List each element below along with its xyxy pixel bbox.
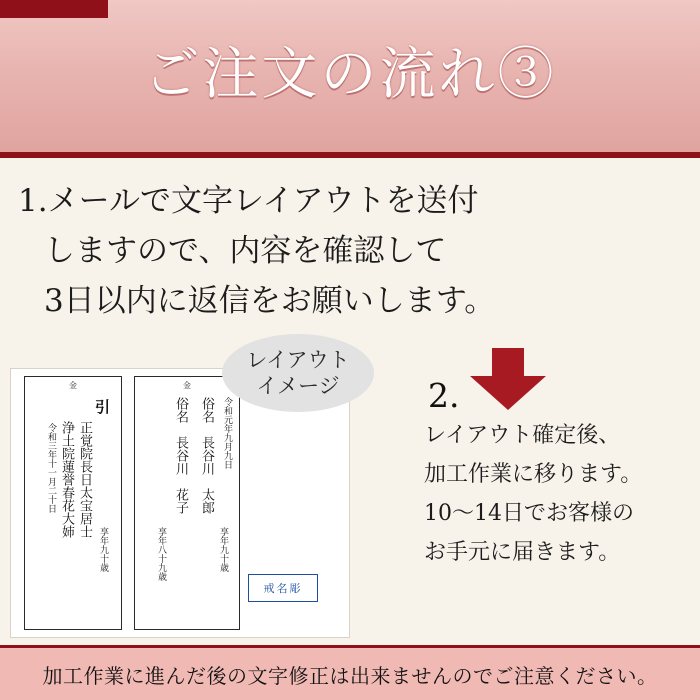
plate-left-column1: 正覚院長日太宝居士 bbox=[77, 421, 92, 538]
plate-left-column4: 享年九十歳 bbox=[98, 527, 108, 572]
plate-right bbox=[134, 376, 240, 630]
step2-line3: 10〜14日でお客様の bbox=[424, 501, 634, 527]
plate-left bbox=[24, 376, 122, 630]
plate-right-column2: 俗名 長谷川 花子 bbox=[173, 397, 188, 514]
bubble-line1: レイアウト bbox=[246, 347, 350, 372]
plate-right-top-mark: 金 bbox=[183, 381, 191, 390]
plate-left-symbol: 引 bbox=[93, 399, 111, 414]
plate-right-column4: 享年八十九歳 bbox=[156, 527, 166, 581]
plate-left-column2: 浄土院蓮誉春花大姉 bbox=[59, 421, 74, 538]
arrow-head bbox=[470, 376, 546, 410]
step1-text-block bbox=[18, 176, 682, 327]
plate-right-column1: 俗名 長谷川 太郎 bbox=[199, 397, 214, 514]
stamp-badge: 戒名彫 bbox=[248, 574, 318, 602]
step2-line2: 加工作業に移ります。 bbox=[424, 462, 643, 488]
main-content bbox=[0, 158, 700, 648]
plate-left-column3: 令和三年十一月二十日 bbox=[46, 423, 56, 513]
step2-number: 2. bbox=[428, 376, 460, 415]
bubble-line2: イメージ bbox=[256, 374, 340, 398]
footer-notice-text: 加工作業に進んだ後の文字修正は出来ませんのでご注意ください。 bbox=[42, 663, 658, 688]
header-banner bbox=[0, 0, 700, 158]
plate-right-column5: 令和元年九月九日 bbox=[222, 397, 232, 469]
footer-notice-bar bbox=[0, 648, 700, 700]
step2-line1: レイアウト確定後、 bbox=[424, 423, 621, 448]
page-title: ご注文の流れ③ bbox=[143, 42, 557, 107]
step1-line3: 3日以内に返信をお願いします。 bbox=[44, 283, 496, 320]
step1-line1: 1.メールで文字レイアウトを送付 bbox=[18, 183, 479, 219]
plate-left-top-mark: 金 bbox=[69, 381, 77, 390]
header-accent-bar bbox=[0, 0, 108, 18]
step2-line4: お手元に届きます。 bbox=[424, 540, 621, 566]
step1-line2: しますので、内容を確認して bbox=[44, 233, 447, 270]
plate-right-column3: 享年九十歳 bbox=[218, 527, 228, 572]
arrow-shaft bbox=[492, 348, 524, 378]
down-arrow-icon bbox=[470, 348, 546, 410]
step2-text-block bbox=[424, 416, 692, 573]
layout-image-bubble bbox=[222, 334, 374, 412]
